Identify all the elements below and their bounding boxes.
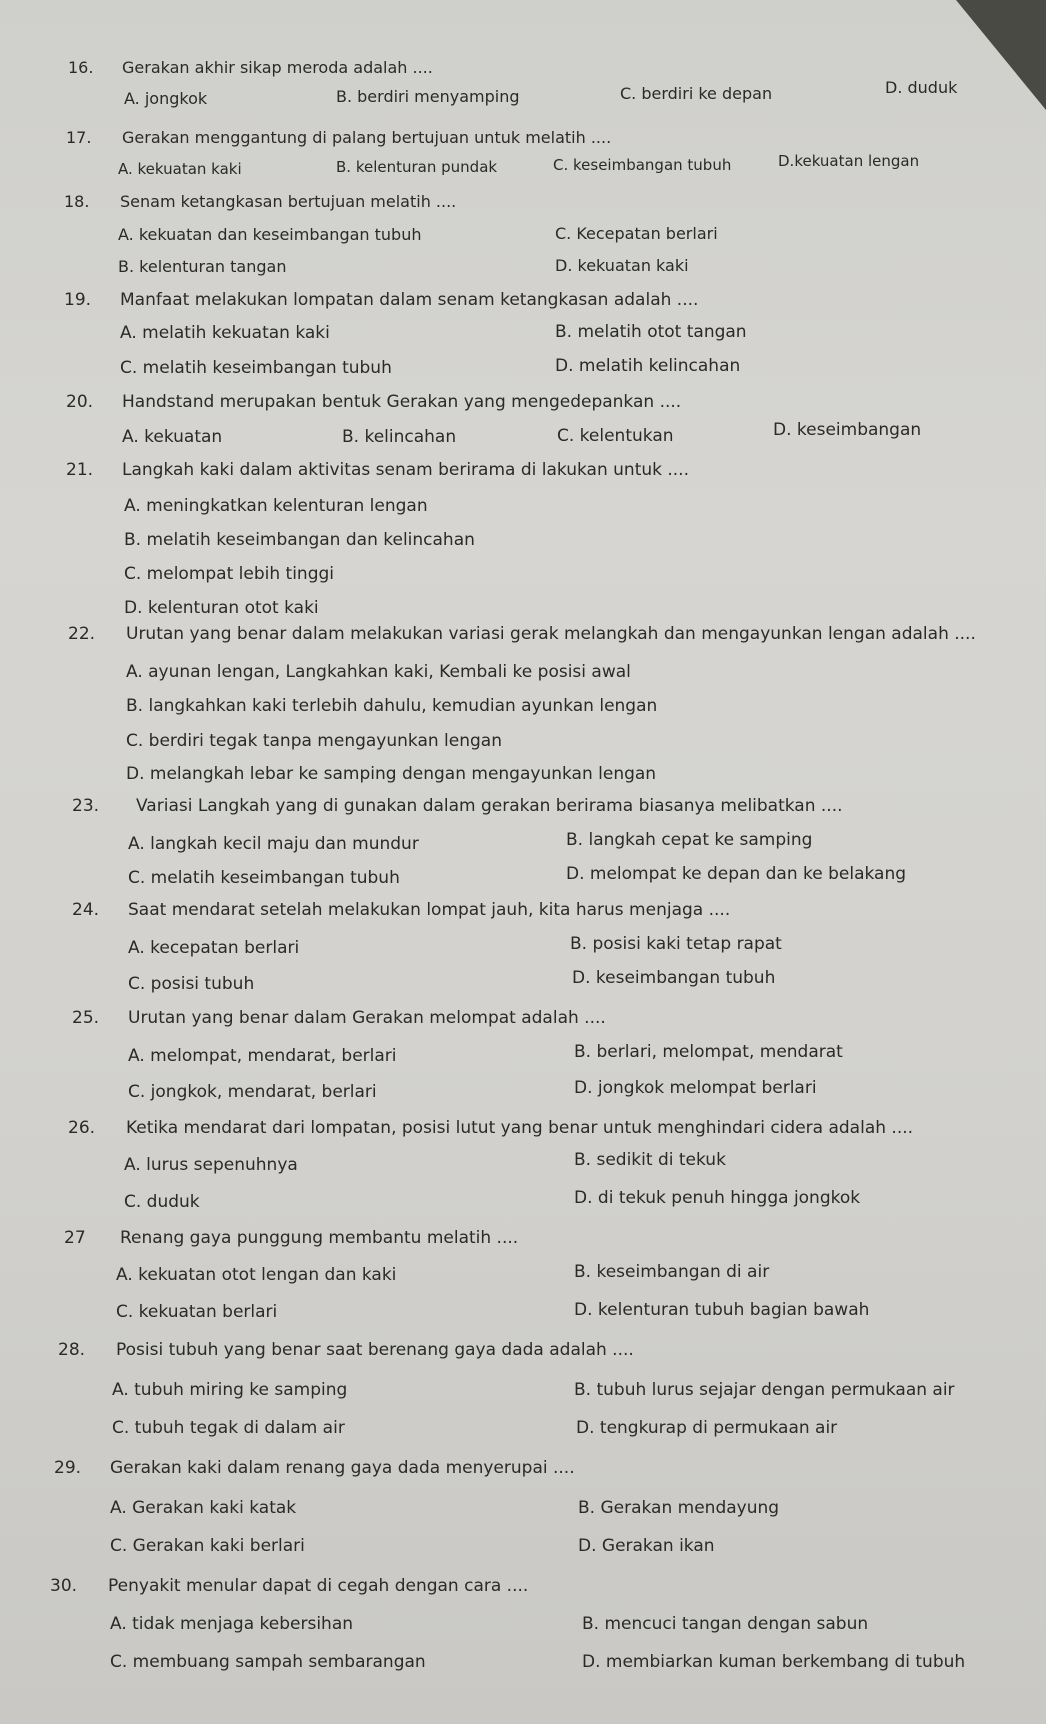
option: B. langkah cepat ke samping — [566, 830, 813, 850]
question-number: 26. — [68, 1118, 96, 1138]
option: D. melompat ke depan dan ke belakang — [566, 864, 907, 884]
option: B. sedikit di tekuk — [574, 1150, 726, 1170]
option: C. melatih keseimbangan tubuh — [120, 358, 392, 378]
question-text: Variasi Langkah yang di gunakan dalam gerakan berirama biasanya melibatkan .... — [136, 796, 843, 816]
question-text: Gerakan kaki dalam renang gaya dada menyerupai .... — [110, 1458, 575, 1478]
question-number: 23. — [72, 796, 100, 816]
option: A. lurus sepenuhnya — [124, 1155, 298, 1175]
option: D. tengkurap di permukaan air — [576, 1418, 838, 1438]
option: A. kecepatan berlari — [128, 938, 300, 958]
question-number: 27 — [64, 1228, 86, 1248]
question-number: 28. — [58, 1340, 86, 1360]
option: C. tubuh tegak di dalam air — [112, 1418, 345, 1438]
option: B. kelenturan pundak — [336, 158, 498, 176]
page-corner-shadow — [956, 0, 1046, 110]
option: A. tidak menjaga kebersihan — [110, 1614, 354, 1634]
question-number: 30. — [50, 1576, 78, 1596]
option: C. Kecepatan berlari — [555, 224, 718, 243]
option: D. kelenturan otot kaki — [124, 598, 319, 618]
option: C. Gerakan kaki berlari — [110, 1536, 305, 1556]
question-text: Urutan yang benar dalam Gerakan melompat adalah .... — [128, 1008, 606, 1028]
question-text: Renang gaya punggung membantu melatih .... — [120, 1228, 519, 1248]
option: C. kekuatan berlari — [116, 1302, 278, 1322]
option: A. langkah kecil maju dan mundur — [128, 834, 419, 854]
question-number: 21. — [66, 460, 94, 480]
option: C. jongkok, mendarat, berlari — [128, 1082, 377, 1102]
option: B. posisi kaki tetap rapat — [570, 934, 782, 954]
option: C. keseimbangan tubuh — [553, 156, 732, 174]
question-text: Langkah kaki dalam aktivitas senam berirama di lakukan untuk .... — [122, 460, 689, 480]
option: D. keseimbangan — [773, 420, 922, 440]
question-text: Gerakan akhir sikap meroda adalah .... — [122, 58, 433, 77]
question-text: Penyakit menular dapat di cegah dengan cara .... — [108, 1576, 529, 1596]
question-text: Ketika mendarat dari lompatan, posisi lutut yang benar untuk menghindari cidera adalah .... — [126, 1118, 914, 1138]
option: C. membuang sampah sembarangan — [110, 1652, 426, 1672]
option: C. melatih keseimbangan tubuh — [128, 868, 400, 888]
question-text: Manfaat melakukan lompatan dalam senam ketangkasan adalah .... — [120, 290, 699, 310]
question-text: Urutan yang benar dalam melakukan variasi gerak melangkah dan mengayunkan lengan adalah .... — [126, 624, 976, 644]
option: B. berlari, melompat, mendarat — [574, 1042, 843, 1062]
question-number: 24. — [72, 900, 100, 920]
question-text: Senam ketangkasan bertujuan melatih .... — [120, 192, 457, 211]
question-number: 16. — [68, 58, 94, 77]
question-number: 20. — [66, 392, 94, 412]
option: D. keseimbangan tubuh — [572, 968, 776, 988]
question-text: Posisi tubuh yang benar saat berenang gaya dada adalah .... — [116, 1340, 634, 1360]
question-text: Saat mendarat setelah melakukan lompat jauh, kita harus menjaga .... — [128, 900, 731, 920]
option: B. Gerakan mendayung — [578, 1498, 780, 1518]
question-number: 22. — [68, 624, 96, 644]
option: D.kekuatan lengan — [778, 152, 920, 170]
option: B. kelincahan — [342, 427, 457, 447]
option: B. mencuci tangan dengan sabun — [582, 1614, 869, 1634]
option: A. melatih kekuatan kaki — [120, 323, 330, 343]
question-number: 17. — [66, 128, 92, 147]
option: A. kekuatan — [122, 427, 223, 447]
question-number: 18. — [64, 192, 90, 211]
question-text: Handstand merupakan bentuk Gerakan yang mengedepankan .... — [122, 392, 682, 412]
question-number: 25. — [72, 1008, 100, 1028]
option: B. melatih keseimbangan dan kelincahan — [124, 530, 475, 550]
option: D. Gerakan ikan — [578, 1536, 715, 1556]
option: D. kelenturan tubuh bagian bawah — [574, 1300, 870, 1320]
option: D. jongkok melompat berlari — [574, 1078, 817, 1098]
option: B. berdiri menyamping — [336, 87, 520, 106]
option: B. melatih otot tangan — [555, 322, 747, 342]
option: A. kekuatan dan keseimbangan tubuh — [118, 225, 422, 244]
option: A. tubuh miring ke samping — [112, 1380, 348, 1400]
option: A. Gerakan kaki katak — [110, 1498, 297, 1518]
option: C. kelentukan — [557, 426, 674, 446]
option: C. berdiri tegak tanpa mengayunkan lengan — [126, 731, 502, 751]
option: A. jongkok — [124, 89, 208, 108]
option: C. posisi tubuh — [128, 974, 255, 994]
question-text: Gerakan menggantung di palang bertujuan untuk melatih .... — [122, 128, 612, 147]
option: C. berdiri ke depan — [620, 84, 773, 103]
option: D. duduk — [885, 78, 958, 97]
option: B. tubuh lurus sejajar dengan permukaan air — [574, 1380, 955, 1400]
question-number: 19. — [64, 290, 92, 310]
option: A. melompat, mendarat, berlari — [128, 1046, 397, 1066]
option: D. melangkah lebar ke samping dengan mengayunkan lengan — [126, 764, 657, 784]
option: B. keseimbangan di air — [574, 1262, 770, 1282]
option: C. duduk — [124, 1192, 200, 1212]
option: A. kekuatan otot lengan dan kaki — [116, 1265, 397, 1285]
option: B. kelenturan tangan — [118, 257, 287, 276]
option: A. meningkatkan kelenturan lengan — [124, 496, 428, 516]
option: D. melatih kelincahan — [555, 356, 741, 376]
option: A. kekuatan kaki — [118, 160, 242, 178]
option: C. melompat lebih tinggi — [124, 564, 335, 584]
option: D. di tekuk penuh hingga jongkok — [574, 1188, 861, 1208]
option: B. langkahkan kaki terlebih dahulu, kemudian ayunkan lengan — [126, 696, 658, 716]
option: A. ayunan lengan, Langkahkan kaki, Kembali ke posisi awal — [126, 662, 631, 682]
question-number: 29. — [54, 1458, 82, 1478]
option: D. membiarkan kuman berkembang di tubuh — [582, 1652, 966, 1672]
option: D. kekuatan kaki — [555, 256, 689, 275]
